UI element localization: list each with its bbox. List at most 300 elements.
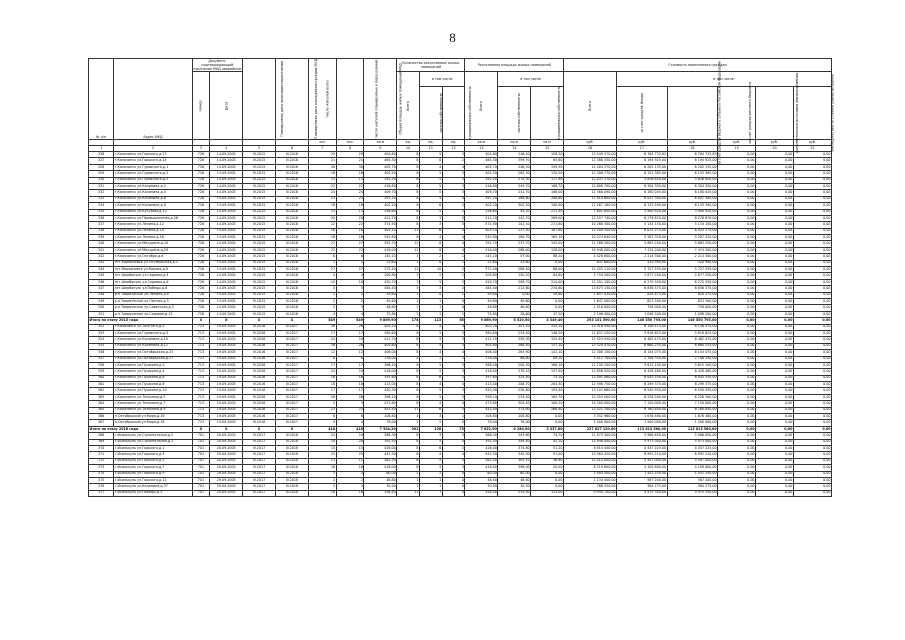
row-total-area: 416,80 — [364, 183, 397, 189]
row-count-all: 8 — [397, 401, 420, 407]
row-area-all: 402,20 — [465, 203, 498, 209]
row-residents: 16 — [308, 235, 336, 241]
header-count-municipal: муниципальная собственность — [442, 87, 465, 140]
row-cost-total: 13 320 470,00 — [564, 343, 617, 349]
row-number: 349 — [89, 298, 114, 304]
row-residents-plan: 13 — [336, 177, 364, 183]
row-cost-extra: 0,00 — [756, 183, 794, 189]
row-cost-extra: 0,00 — [756, 235, 794, 241]
row-total-area: 402,20 — [364, 324, 397, 330]
total-count-all: 201 — [397, 426, 420, 432]
row-cost-subject: 6 025 275,00 — [667, 228, 718, 234]
row-plan-demolish: IV.2018 — [275, 433, 308, 439]
row-residents: 26 — [308, 324, 336, 330]
row-doc-date: 14.09.2005 — [210, 222, 243, 228]
row-cost-subject: 2 877 250,00 — [667, 273, 718, 279]
header-count-all: Всего — [397, 72, 420, 140]
row-cost-subject: 5 826 850,00 — [667, 177, 718, 183]
row-area-all: 443,40 — [465, 407, 498, 413]
row-total-area: 397,20 — [364, 196, 397, 202]
row-cost-fund: 6 154 075,00 — [617, 350, 668, 356]
row-cost-extra: 0,00 — [756, 388, 794, 394]
row-area-municipal: 158,20 — [531, 152, 564, 158]
row-address: г.Исилькуль ул.Строительная,д.2 — [114, 433, 192, 439]
row-address: г.Калачинск ул.Ленина,д.16 — [114, 235, 192, 241]
header-cost-group: Стоимость переселения граждан — [564, 59, 832, 72]
row-address: г.Исилькуль ул.Строительная,д.3 — [114, 439, 192, 445]
row-plan-demolish: IV.2017 — [275, 369, 308, 375]
row-area-municipal: 272,80 — [531, 222, 564, 228]
row-cost-extra2: 0,00 — [793, 388, 831, 394]
row-cost-fund: 1 098 200,00 — [617, 311, 668, 317]
row-cost-extra2: 0,00 — [793, 190, 831, 196]
row-count-private: 5 — [420, 279, 443, 285]
row-area-all: 397,60 — [465, 375, 498, 381]
unit-cell: чел. — [308, 140, 336, 146]
row-doc-number: 701 — [192, 490, 210, 496]
row-doc-date: 14.09.2005 — [210, 190, 243, 196]
row-area-municipal: 88,20 — [531, 254, 564, 260]
row-cost-subject: 1 098 200,00 — [667, 311, 718, 317]
row-plan-demolish: IV.2016 — [275, 228, 308, 234]
row-doc-number: 713 — [192, 356, 210, 362]
row-cost-extra2: 0,00 — [793, 267, 831, 273]
row-doc-number: 726 — [192, 164, 210, 170]
row-residents: 18 — [308, 490, 336, 496]
row-cost-subject: 2 214 300,00 — [667, 254, 718, 260]
row-plan-settle: IV.2016 — [243, 388, 276, 394]
row-plan-demolish: IV.2017 — [275, 375, 308, 381]
row-cost-subject: 5 986 650,00 — [667, 433, 718, 439]
row-residents-plan: 26 — [336, 394, 364, 400]
row-doc-date: 20.09.2005 — [210, 465, 243, 471]
row-cost-fund: 6 202 135,00 — [617, 164, 668, 170]
row-cost-extra: 0,00 — [756, 215, 794, 221]
row-residents-plan: 24 — [336, 433, 364, 439]
row-residents: 12 — [308, 350, 336, 356]
row-plan-demolish: IV.2016 — [275, 247, 308, 253]
row-area-municipal: 120,20 — [531, 171, 564, 177]
row-doc-date: 14.09.2005 — [210, 298, 243, 304]
row-cost-fund: 6 550 930,00 — [617, 388, 668, 394]
total-cost-extra: 0,00 — [756, 426, 794, 432]
total-cost-extra: 0,00 — [756, 318, 794, 324]
row-cost-local: 0,00 — [718, 171, 756, 177]
row-cost-subject: 1 200 000,00 — [667, 420, 718, 426]
row-doc-date: 19.09.2005 — [210, 369, 243, 375]
row-cost-local: 0,00 — [718, 375, 756, 381]
row-count-municipal: 5 — [442, 228, 465, 234]
row-cost-extra2: 0,00 — [793, 209, 831, 215]
row-plan-demolish: IV.2018 — [275, 477, 308, 483]
row-cost-total: 5 412 700,00 — [564, 356, 617, 362]
row-count-private: 3 — [420, 286, 443, 292]
row-cost-fund: 1 200 000,00 — [617, 420, 668, 426]
row-cost-fund: 2 706 350,00 — [617, 356, 668, 362]
row-plan-demolish: IV.2016 — [275, 203, 308, 209]
row-area-private: 46,60 — [498, 305, 531, 311]
row-area-all: 368,40 — [465, 362, 498, 368]
row-cost-fund: 6 784 733,85 — [617, 152, 668, 158]
row-plan-settle: IV.2017 — [243, 465, 276, 471]
row-address: р.п.Таврическое ул.Омская,д.5 — [114, 298, 192, 304]
row-cost-extra2: 0,00 — [793, 183, 831, 189]
row-total-area: 59,60 — [364, 292, 397, 298]
row-cost-extra2: 0,00 — [793, 414, 831, 420]
index-cell: 8 — [336, 146, 364, 152]
row-plan-demolish: IV.2017 — [275, 382, 308, 388]
row-area-municipal: 167,60 — [531, 228, 564, 234]
row-count-private: 2 — [420, 420, 443, 426]
total-count-private: 128 — [420, 426, 443, 432]
row-address: г.Калачинск ул.Калинина,д.6 — [114, 196, 192, 202]
row-count-municipal: 2 — [442, 375, 465, 381]
row-area-private: 246,20 — [498, 164, 531, 170]
row-total-area: 412,70 — [364, 337, 397, 343]
row-count-private: 4 — [420, 164, 443, 170]
row-plan-demolish: IV.2016 — [275, 279, 308, 285]
row-residents: 16 — [308, 465, 336, 471]
row-count-municipal: 4 — [442, 401, 465, 407]
row-plan-demolish: IV.2016 — [275, 164, 308, 170]
total-total-area: 9 869,90 — [364, 318, 397, 324]
row-area-municipal: 165,10 — [531, 235, 564, 241]
row-number: 370 — [89, 445, 114, 451]
row-plan-settle: IV.2015 — [243, 196, 276, 202]
row-cost-extra: 0,00 — [756, 439, 794, 445]
row-residents: 26 — [308, 343, 336, 349]
row-plan-demolish: IV.2016 — [275, 267, 308, 273]
unit-cell: кв.м — [364, 140, 397, 146]
row-area-all: 30,50 — [465, 484, 498, 490]
row-count-all: 8 — [397, 369, 420, 375]
unit-cell: кв.м — [498, 140, 531, 146]
row-cost-fund: 6 428 460,00 — [617, 369, 668, 375]
row-cost-extra: 0,00 — [756, 471, 794, 477]
row-plan-settle: IV.2016 — [243, 343, 276, 349]
total-area-municipal: 3 337,80 — [531, 426, 564, 432]
row-count-private: 0 — [420, 292, 443, 298]
row-area-municipal: 124,00 — [531, 490, 564, 496]
row-doc-date: 14.09.2005 — [210, 241, 243, 247]
row-doc-number: 701 — [192, 445, 210, 451]
row-cost-fund: 6 836 575,00 — [617, 286, 668, 292]
row-doc-number: 713 — [192, 388, 210, 394]
row-area-municipal: 51,20 — [531, 445, 564, 451]
row-residents: 25 — [308, 452, 336, 458]
row-area-all: 145,20 — [465, 254, 498, 260]
row-number: 327 — [89, 158, 114, 164]
row-cost-subject: 1 452 250,00 — [667, 471, 718, 477]
row-area-private: 180,70 — [498, 235, 531, 241]
row-cost-total: 841 680,00 — [564, 260, 617, 266]
row-cost-extra2: 0,00 — [793, 490, 831, 496]
row-doc-date: 29.09.2005 — [210, 477, 243, 483]
row-count-municipal: 2 — [442, 267, 465, 273]
row-doc-date: 29.09.2005 — [210, 484, 243, 490]
row-plan-settle: IV.2015 — [243, 292, 276, 298]
row-cost-local: 0,00 — [718, 298, 756, 304]
row-doc-number: 726 — [192, 215, 210, 221]
row-cost-total: 12 267 180,00 — [564, 203, 617, 209]
row-cost-fund: 828 475,00 — [617, 292, 668, 298]
row-count-private: 4 — [420, 350, 443, 356]
row-number: 359 — [89, 369, 114, 375]
row-cost-subject: 4 975 350,00 — [667, 490, 718, 496]
row-number: 344 — [89, 267, 114, 273]
row-area-private: 25,60 — [498, 260, 531, 266]
row-cost-subject: 5 973 000,00 — [667, 439, 718, 445]
row-plan-settle: IV.2015 — [243, 183, 276, 189]
row-count-all: 11 — [397, 407, 420, 413]
row-doc-date: 19.09.2005 — [210, 401, 243, 407]
row-doc-date: 14.09.2005 — [210, 267, 243, 273]
row-cost-fund: 5 883 250,00 — [617, 241, 668, 247]
row-doc-number: 726 — [192, 260, 210, 266]
row-cost-extra: 0,00 — [756, 158, 794, 164]
row-address: п.Октябрьский ул.Мира,д.16 — [114, 414, 192, 420]
row-address: г.Калачинск ул.Промышленная,д.26 — [114, 215, 192, 221]
row-residents: 10 — [308, 279, 336, 285]
row-count-municipal: 3 — [442, 190, 465, 196]
row-number: 358 — [89, 362, 114, 368]
row-cost-fund: 384 275,00 — [617, 484, 668, 490]
row-doc-number: 713 — [192, 362, 210, 368]
row-number: 341 — [89, 247, 114, 253]
row-area-all: 420,70 — [465, 279, 498, 285]
row-cost-subject: 6 202 135,00 — [667, 164, 718, 170]
row-count-municipal: 5 — [442, 407, 465, 413]
row-doc-number: 726 — [192, 196, 210, 202]
row-count-all: 8 — [397, 215, 420, 221]
row-cost-fund: 420 990,00 — [617, 260, 668, 266]
row-area-all: 256,60 — [465, 209, 498, 215]
row-cost-subject: 6 278 870,00 — [667, 215, 718, 221]
row-doc-number: 726 — [192, 228, 210, 234]
total-label: Итого по этапу 2016 года — [89, 426, 193, 432]
row-plan-demolish: IV.2017 — [275, 356, 308, 362]
row-cost-subject: 5 507 000,00 — [667, 458, 718, 464]
row-doc-date: 19.09.2005 — [210, 337, 243, 343]
row-total-area: 473,60 — [364, 401, 397, 407]
row-doc-number: 701 — [192, 477, 210, 483]
row-cost-extra: 0,00 — [756, 203, 794, 209]
row-doc-date: 20.09.2005 — [210, 445, 243, 451]
row-area-municipal: 211,40 — [531, 209, 564, 215]
row-cost-fund: 6 660 235,00 — [617, 343, 668, 349]
row-cost-fund: 6 760 850,00 — [617, 407, 668, 413]
row-area-municipal: 65,60 — [531, 158, 564, 164]
row-cost-local: 0,00 — [718, 388, 756, 394]
row-cost-total: 14 948 000,00 — [564, 247, 617, 253]
row-cost-extra2: 0,00 — [793, 407, 831, 413]
row-number: 339 — [89, 235, 114, 241]
row-count-all: 8 — [397, 203, 420, 209]
total-plan-demolish: X — [275, 318, 308, 324]
header-cost-extra: Дополнительные источники финансирования — [756, 87, 794, 140]
row-cost-extra2: 0,00 — [793, 298, 831, 304]
row-doc-number: 726 — [192, 171, 210, 177]
row-count-municipal: 4 — [442, 247, 465, 253]
row-address: г.Калачинск ул.Октября,д.6 — [114, 254, 192, 260]
row-area-municipal: 47,20 — [531, 311, 564, 317]
row-total-area: 30,50 — [364, 484, 397, 490]
row-cost-local: 0,00 — [718, 279, 756, 285]
row-address: г.Калачинск ул.Ленина,д.12 — [114, 222, 192, 228]
row-cost-subject: 6 660 235,00 — [667, 343, 718, 349]
row-cost-total: 12 598 750,00 — [564, 382, 617, 388]
row-cost-local: 0,00 — [718, 222, 756, 228]
row-cost-local: 0,00 — [718, 420, 756, 426]
row-address: г.Калачинск ул.Калинина,д.10 — [114, 337, 192, 343]
row-count-private: 5 — [420, 171, 443, 177]
total-count-municipal: 65 — [442, 318, 465, 324]
row-plan-settle: IV.2017 — [243, 445, 276, 451]
row-address: г.Калачинск ул.Калинина,д.4 — [114, 190, 192, 196]
row-count-all: 2 — [397, 471, 420, 477]
row-cost-extra2: 0,00 — [793, 350, 831, 356]
row-area-private: 293,60 — [498, 433, 531, 439]
row-residents-plan: 20 — [336, 439, 364, 445]
row-count-all: 2 — [397, 420, 420, 426]
row-count-all: 8 — [397, 158, 420, 164]
unit-cell: ед. — [397, 140, 420, 146]
total-doc-number: X — [192, 426, 210, 432]
row-area-municipal: 146,20 — [531, 330, 564, 336]
row-residents: 4 — [308, 273, 336, 279]
total-area-all: 9 869,90 — [465, 318, 498, 324]
row-residents-plan: 3 — [336, 305, 364, 311]
row-number: 355 — [89, 343, 114, 349]
row-area-all: 426,00 — [465, 445, 498, 451]
row-plan-settle: IV.2015 — [243, 177, 276, 183]
row-area-all: 397,20 — [465, 196, 498, 202]
row-cost-extra: 0,00 — [756, 337, 794, 343]
index-cell: 11 — [420, 146, 443, 152]
row-area-municipal: 0,00 — [531, 298, 564, 304]
row-area-private: 305,70 — [498, 458, 531, 464]
row-total-area: 49,60 — [364, 298, 397, 304]
row-cost-total: 4 428 600,00 — [564, 254, 617, 260]
row-area-all: 49,60 — [465, 298, 498, 304]
row-total-area: 362,50 — [364, 458, 397, 464]
index-cell: 16 — [564, 146, 617, 152]
row-cost-total: 1 647 000,00 — [564, 298, 617, 304]
row-area-municipal: 204,30 — [531, 382, 564, 388]
row-total-area: 358,40 — [364, 490, 397, 496]
row-plan-demolish: IV.2017 — [275, 394, 308, 400]
total-residents: 418 — [308, 426, 336, 432]
row-doc-number: 713 — [192, 407, 210, 413]
row-area-municipal: 168,00 — [531, 190, 564, 196]
row-address: г.Калачинск ул.Пушкина,д.2 — [114, 362, 192, 368]
row-number: 329 — [89, 171, 114, 177]
row-count-municipal: 0 — [442, 484, 465, 490]
row-doc-number: 726 — [192, 254, 210, 260]
row-number: 377 — [89, 490, 114, 496]
total-cost-fund: 113 813 560,00 — [617, 426, 668, 432]
row-residents: 23 — [308, 196, 336, 202]
row-cost-fund: 6 045 530,00 — [617, 375, 668, 381]
row-cost-extra2: 0,00 — [793, 305, 831, 311]
row-address: р.п.Таврическое ул.Садовая,д.13 — [114, 311, 192, 317]
row-cost-fund: 6 153 385,00 — [617, 171, 668, 177]
row-plan-demolish: IV.2016 — [275, 273, 308, 279]
row-area-private: 208,70 — [498, 382, 531, 388]
row-cost-fund: 4 109 800,00 — [617, 465, 668, 471]
row-area-all: 59,60 — [465, 292, 498, 298]
row-residents: 11 — [308, 458, 336, 464]
row-cost-total: 11 766 500,00 — [564, 241, 617, 247]
row-plan-demolish: IV.2016 — [275, 209, 308, 215]
row-count-municipal: 3 — [442, 343, 465, 349]
row-count-private: 6 — [420, 158, 443, 164]
row-cost-extra2: 0,00 — [793, 279, 831, 285]
row-doc-number: 713 — [192, 375, 210, 381]
row-residents: 17 — [308, 388, 336, 394]
row-address: г.Калачинск ул.Горького,д.14 — [114, 158, 192, 164]
row-count-private: 5 — [420, 183, 443, 189]
row-area-private: 274,30 — [498, 177, 531, 183]
row-area-all: 409,70 — [465, 190, 498, 196]
unit-cell: кв.м — [531, 140, 564, 146]
row-count-private: 5 — [420, 394, 443, 400]
row-area-private: 286,40 — [498, 267, 531, 273]
row-count-all: 8 — [397, 235, 420, 241]
row-cost-subject: 6 045 530,00 — [667, 375, 718, 381]
row-cost-extra2: 0,00 — [793, 324, 831, 330]
row-area-municipal: 42,10 — [531, 439, 564, 445]
row-doc-date: 20.09.2005 — [210, 452, 243, 458]
row-address: г.Исилькуль ул.Горького,д.5 — [114, 458, 192, 464]
row-doc-number: 701 — [192, 452, 210, 458]
row-residents-plan: 25 — [336, 452, 364, 458]
row-cost-extra: 0,00 — [756, 343, 794, 349]
row-plan-settle: IV.2017 — [243, 484, 276, 490]
row-number: 335 — [89, 209, 114, 215]
row-doc-number: 726 — [192, 222, 210, 228]
row-doc-date: 19.09.2005 — [210, 356, 243, 362]
row-residents-plan: 6 — [336, 254, 364, 260]
row-residents-plan: 17 — [336, 388, 364, 394]
row-plan-demolish: IV.2016 — [275, 222, 308, 228]
row-area-private: 263,90 — [498, 350, 531, 356]
total-area-private: 4 284,90 — [498, 426, 531, 432]
row-cost-total: 13 984 420,00 — [564, 452, 617, 458]
row-plan-settle: IV.2017 — [243, 439, 276, 445]
row-cost-local: 0,00 — [718, 241, 756, 247]
unit-cell: руб. — [617, 140, 668, 146]
header-including: в том числе: — [617, 72, 832, 87]
row-count-private: 5 — [420, 343, 443, 349]
row-cost-local: 0,00 — [718, 254, 756, 260]
row-residents: 24 — [308, 433, 336, 439]
row-cost-subject: 5 287 320,00 — [667, 235, 718, 241]
row-area-all: 406,00 — [465, 350, 498, 356]
row-area-municipal: 117,90 — [531, 177, 564, 183]
unit-cell: руб. — [756, 140, 794, 146]
row-cost-total: 7 801 840,00 — [564, 209, 617, 215]
row-total-area: 392,70 — [364, 241, 397, 247]
row-plan-settle: IV.2015 — [243, 273, 276, 279]
row-area-municipal: 268,40 — [531, 407, 564, 413]
row-count-all: 2 — [397, 311, 420, 317]
row-cost-local: 0,00 — [718, 177, 756, 183]
row-count-all: 8 — [397, 382, 420, 388]
row-residents-plan: 18 — [336, 382, 364, 388]
row-area-private: 108,80 — [498, 414, 531, 420]
row-residents: 6 — [308, 254, 336, 260]
